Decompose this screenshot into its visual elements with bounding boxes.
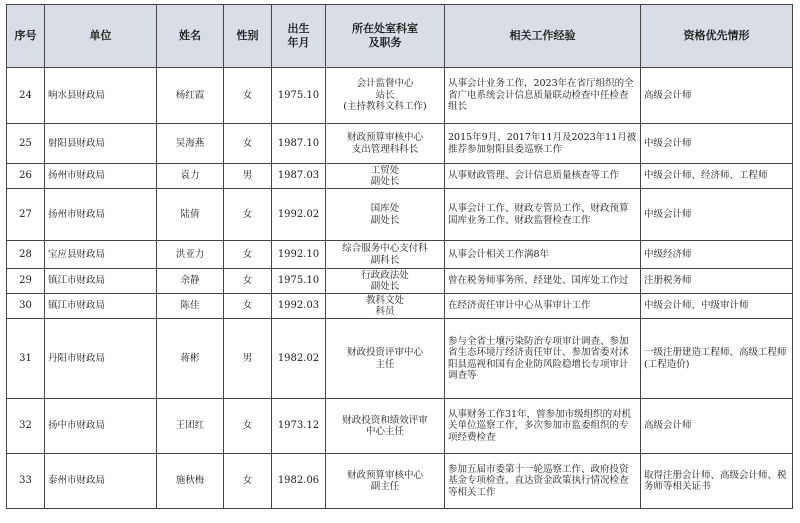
cell-gender: 女	[224, 454, 272, 509]
cell-post: 行政政法处 副处长	[326, 269, 445, 294]
cell-birth: 1982.06	[272, 454, 326, 509]
cell-gender: 女	[224, 269, 272, 294]
cell-birth: 1992.03	[272, 294, 326, 319]
cell-qualification: 高级会计师	[641, 399, 793, 454]
cell-post: 综合服务中心支付科 副科长	[326, 241, 445, 269]
cell-index: 32	[7, 399, 45, 454]
header-post: 所在处室科室 及职务	[326, 5, 445, 68]
cell-gender: 女	[224, 399, 272, 454]
cell-gender: 女	[224, 124, 272, 164]
table-row	[7, 454, 793, 509]
cell-qualification: 一级注册建造工程师、高级工程师(工程造价)	[641, 319, 793, 399]
table-row	[7, 399, 793, 454]
cell-gender: 女	[224, 241, 272, 269]
cell-unit: 射阳县财政局	[45, 124, 157, 164]
cell-unit: 扬中市财政局	[45, 399, 157, 454]
cell-experience: 从事财务工作31年，曾参加市级组织的对机关单位巡察工作，多次参加市监委组织的专项经费检查	[445, 399, 641, 454]
cell-post: 财政投资评审中心 主任	[326, 319, 445, 399]
table-row	[7, 124, 793, 164]
cell-unit: 扬州市财政局	[45, 189, 157, 241]
cell-experience: 2015年9月、2017年11月及2023年11月被推荐参加射阳县委巡察工作	[445, 124, 641, 164]
cell-qualification: 中级经济师	[641, 241, 793, 269]
cell-name: 施秋梅	[157, 454, 224, 509]
cell-experience: 曾在税务师事务所、经建处、国库处工作过	[445, 269, 641, 294]
cell-gender: 男	[224, 164, 272, 189]
header-gender: 性别	[224, 5, 272, 68]
header-unit: 单位	[45, 5, 157, 68]
header-name: 姓名	[157, 5, 224, 68]
cell-post: 财政预算审核中心 副主任	[326, 454, 445, 509]
personnel-table	[6, 4, 793, 509]
cell-index: 27	[7, 189, 45, 241]
cell-gender: 男	[224, 319, 272, 399]
cell-name: 袁力	[157, 164, 224, 189]
cell-experience: 参加五届市委第十一轮巡察工作、政府投资基金专项检查、直达资金政策执行情况检查等相关工作	[445, 454, 641, 509]
cell-name: 余静	[157, 269, 224, 294]
cell-index: 29	[7, 269, 45, 294]
cell-qualification: 注册税务师	[641, 269, 793, 294]
header-birth: 出生 年月	[272, 5, 326, 68]
table-row	[7, 294, 793, 319]
cell-unit: 宝应县财政局	[45, 241, 157, 269]
cell-experience: 从事会计工作、财政专管员工作、财政预算国库业务工作、财政监督检查工作	[445, 189, 641, 241]
header-index: 序号	[7, 5, 45, 68]
cell-qualification: 中级会计师	[641, 189, 793, 241]
cell-index: 25	[7, 124, 45, 164]
cell-experience: 从事财政管理、会计信息质量核查等工作	[445, 164, 641, 189]
cell-name: 杨红霞	[157, 68, 224, 124]
cell-post: 财政预算审核中心 支出管理科科长	[326, 124, 445, 164]
cell-post: 会计监督中心 站长 (主持教科文科工作)	[326, 68, 445, 124]
cell-index: 26	[7, 164, 45, 189]
cell-name: 陈佳	[157, 294, 224, 319]
cell-qualification: 中级会计师	[641, 124, 793, 164]
table-row	[7, 319, 793, 399]
cell-name: 王团红	[157, 399, 224, 454]
cell-birth: 1992.10	[272, 241, 326, 269]
cell-gender: 女	[224, 189, 272, 241]
cell-unit: 响水县财政局	[45, 68, 157, 124]
cell-index: 33	[7, 454, 45, 509]
cell-gender: 女	[224, 294, 272, 319]
cell-index: 24	[7, 68, 45, 124]
cell-post: 教科文处 科员	[326, 294, 445, 319]
cell-index: 28	[7, 241, 45, 269]
cell-post: 财政投资和绩效评审 中心主任	[326, 399, 445, 454]
cell-qualification: 高级会计师	[641, 68, 793, 124]
cell-qualification: 中级会计师、经济师、工程师	[641, 164, 793, 189]
cell-birth: 1975.10	[272, 68, 326, 124]
table-header-row	[7, 5, 793, 68]
cell-gender: 女	[224, 68, 272, 124]
header-qualification: 资格优先情形	[641, 5, 793, 68]
cell-unit: 泰州市财政局	[45, 454, 157, 509]
cell-index: 31	[7, 319, 45, 399]
cell-post: 工贸处 副处长	[326, 164, 445, 189]
cell-experience: 在经济责任审计中心从事审计工作	[445, 294, 641, 319]
table-row	[7, 164, 793, 189]
cell-birth: 1982.02	[272, 319, 326, 399]
cell-experience: 参与全省土壤污染防治专项审计调查、参加省生态环境厅经济责任审计、参加省委对沭阳县巡视和国有企业防风险稳增长专项审计调查等	[445, 319, 641, 399]
table-row	[7, 189, 793, 241]
cell-unit: 镇江市财政局	[45, 294, 157, 319]
cell-birth: 1987.03	[272, 164, 326, 189]
cell-name: 吴海燕	[157, 124, 224, 164]
table-row	[7, 241, 793, 269]
cell-birth: 1975.10	[272, 269, 326, 294]
cell-birth: 1987.10	[272, 124, 326, 164]
table-row	[7, 269, 793, 294]
table-row	[7, 68, 793, 124]
cell-unit: 镇江市财政局	[45, 269, 157, 294]
cell-index: 30	[7, 294, 45, 319]
cell-name: 洪亚力	[157, 241, 224, 269]
cell-birth: 1992.02	[272, 189, 326, 241]
header-experience: 相关工作经验	[445, 5, 641, 68]
cell-experience: 从事会计业务工作，2023年在省厅组织的全省广电系统会计信息质量联动检查中任检查组长	[445, 68, 641, 124]
cell-birth: 1973.12	[272, 399, 326, 454]
cell-name: 蒋彬	[157, 319, 224, 399]
cell-post: 国库处 副处长	[326, 189, 445, 241]
cell-unit: 扬州市财政局	[45, 164, 157, 189]
cell-experience: 从事会计相关工作满8年	[445, 241, 641, 269]
cell-qualification: 中级会计师、中级审计师	[641, 294, 793, 319]
cell-name: 陆倩	[157, 189, 224, 241]
cell-unit: 丹阳市财政局	[45, 319, 157, 399]
cell-qualification: 取得注册会计师、高级会计师、税务师等相关证书	[641, 454, 793, 509]
